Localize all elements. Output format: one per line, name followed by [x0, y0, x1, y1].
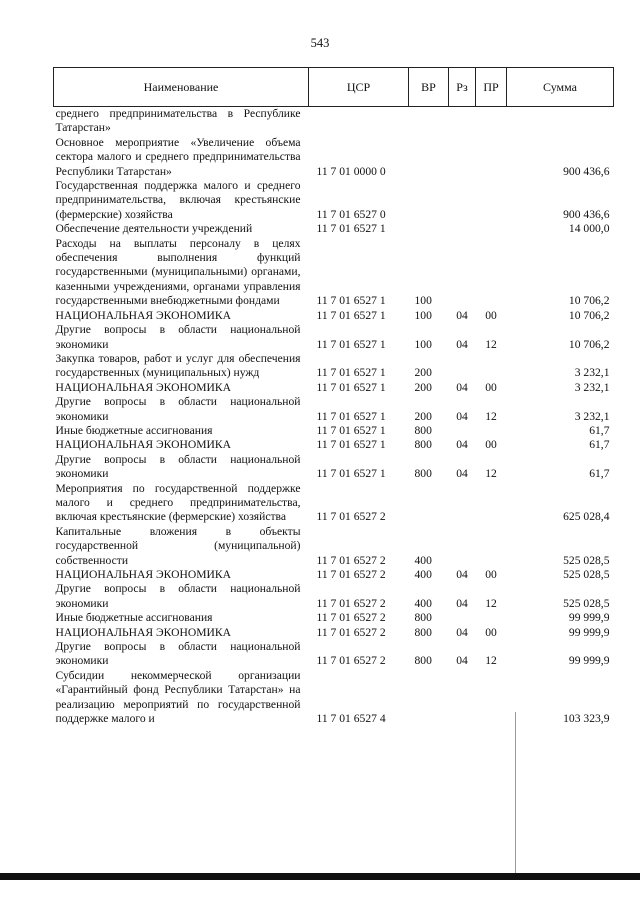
- cell-rz: [449, 482, 476, 525]
- cell-vr: [409, 179, 449, 222]
- cell-pr: [476, 352, 507, 381]
- cell-csr: 11 7 01 6527 1: [316, 423, 386, 437]
- cell-pr: 12: [485, 596, 497, 610]
- cell-csr: 11 7 01 6527 1: [316, 337, 386, 351]
- cell-name: Капитальные вложения в объекты государственной (муниципальной) собственности: [55, 524, 301, 567]
- table-row: [54, 381, 614, 395]
- cell-csr: 11 7 01 6527 1: [316, 409, 386, 423]
- cell-name: Обеспечение деятельности учреждений: [55, 222, 253, 236]
- cell-csr: 11 7 01 6527 1: [316, 438, 386, 452]
- cell-vr: 400: [414, 568, 432, 581]
- cell-name: Основное мероприятие «Увеличение объема сектора малого и среднего предпринимательства Республики Татарстан»: [55, 135, 301, 178]
- cell-name: НАЦИОНАЛЬНАЯ ЭКОНОМИКА: [55, 308, 232, 322]
- cell-pr: 00: [485, 380, 497, 394]
- cell-csr: 11 7 01 6527 1: [316, 366, 386, 380]
- cell-vr: [409, 669, 449, 727]
- scan-mark: [515, 712, 516, 877]
- cell-sum: 10 706,2: [568, 294, 610, 308]
- cell-pr: 12: [485, 337, 497, 351]
- cell-vr: 100: [414, 337, 432, 351]
- header-csr: ЦСР: [309, 68, 409, 107]
- cell-name: НАЦИОНАЛЬНАЯ ЭКОНОМИКА: [55, 380, 232, 394]
- cell-name: Мероприятия по государственной поддержке малого и среднего предпринимательства, включая крестьянские (фермерские) хозяйства: [55, 481, 301, 524]
- cell-sum: 99 999,9: [568, 611, 610, 625]
- table-row: [54, 640, 614, 669]
- cell-sum: 900 436,6: [563, 164, 610, 178]
- cell-vr: 200: [414, 380, 432, 394]
- cell-vr: 800: [414, 423, 432, 437]
- table-row: [54, 568, 614, 582]
- cell-pr: [476, 107, 507, 136]
- cell-sum: 900 436,6: [563, 207, 610, 221]
- cell-rz: 04: [456, 596, 468, 610]
- table-row: [54, 669, 614, 727]
- cell-sum: 103 323,9: [563, 712, 610, 726]
- cell-pr: 12: [485, 409, 497, 423]
- cell-rz: [449, 179, 476, 222]
- cell-name: среднего предпринимательства в Республике Татарстан»: [55, 107, 301, 135]
- cell-vr: 100: [414, 308, 432, 322]
- cell-rz: 04: [456, 409, 468, 423]
- cell-name: НАЦИОНАЛЬНАЯ ЭКОНОМИКА: [55, 625, 232, 639]
- cell-rz: [449, 611, 476, 625]
- cell-rz: 04: [456, 654, 468, 668]
- cell-name: Государственная поддержка малого и среднего предпринимательства, включая крестьянские (фермерские) хозяйства: [55, 179, 301, 221]
- cell-sum: 14 000,0: [568, 222, 610, 236]
- cell-vr: 200: [414, 366, 432, 380]
- cell-pr: 00: [485, 438, 497, 452]
- table-header-row: [54, 68, 614, 107]
- table-row: [54, 323, 614, 352]
- table-row: [54, 136, 614, 179]
- cell-sum: 525 028,5: [563, 553, 610, 567]
- cell-vr: 100: [414, 294, 432, 308]
- cell-csr: 11 7 01 6527 1: [316, 467, 386, 481]
- cell-vr: [409, 482, 449, 525]
- cell-vr: 800: [414, 654, 432, 668]
- cell-rz: [449, 352, 476, 381]
- table-row: [54, 179, 614, 222]
- table-row: [54, 582, 614, 611]
- cell-vr: 800: [414, 438, 432, 452]
- table-row: [54, 453, 614, 482]
- cell-name: Другие вопросы в области национальной экономики: [55, 452, 301, 481]
- cell-pr: [476, 611, 507, 625]
- cell-pr: 12: [485, 467, 497, 481]
- table-row: [54, 309, 614, 323]
- header-pr: ПР: [476, 68, 507, 107]
- cell-csr: 11 7 01 6527 1: [316, 294, 386, 308]
- cell-csr: [309, 107, 409, 136]
- cell-sum: [507, 107, 614, 136]
- cell-name: Иные бюджетные ассигнования: [55, 423, 213, 437]
- cell-vr: [409, 107, 449, 136]
- cell-csr: 11 7 01 6527 2: [316, 625, 386, 639]
- cell-sum: 99 999,9: [568, 654, 610, 668]
- table-row: [54, 482, 614, 525]
- cell-vr: [409, 136, 449, 179]
- cell-csr: 11 7 01 6527 4: [316, 712, 386, 726]
- cell-rz: [449, 107, 476, 136]
- cell-vr: 800: [414, 611, 432, 625]
- cell-sum: 99 999,9: [568, 625, 610, 639]
- cell-csr: 11 7 01 6527 2: [316, 654, 386, 668]
- table-row: [54, 107, 614, 136]
- budget-table-container: [53, 67, 613, 726]
- table-row: [54, 626, 614, 640]
- cell-rz: 04: [456, 337, 468, 351]
- table-row: [54, 438, 614, 452]
- table-row: [54, 237, 614, 309]
- table-row: [54, 424, 614, 438]
- cell-csr: 11 7 01 6527 2: [316, 568, 386, 581]
- cell-rz: 04: [456, 308, 468, 322]
- cell-pr: 00: [485, 308, 497, 322]
- cell-name: НАЦИОНАЛЬНАЯ ЭКОНОМИКА: [55, 568, 232, 581]
- cell-rz: [449, 136, 476, 179]
- cell-vr: [409, 222, 449, 236]
- cell-csr: 11 7 01 6527 2: [316, 611, 386, 625]
- cell-vr: 800: [414, 625, 432, 639]
- cell-rz: 04: [456, 467, 468, 481]
- cell-pr: 00: [485, 625, 497, 639]
- cell-name: Иные бюджетные ассигнования: [55, 611, 213, 625]
- cell-csr: 11 7 01 6527 2: [316, 553, 386, 567]
- cell-vr: 400: [414, 553, 432, 567]
- cell-name: НАЦИОНАЛЬНАЯ ЭКОНОМИКА: [55, 438, 232, 452]
- cell-pr: [476, 525, 507, 568]
- cell-sum: 3 232,1: [574, 380, 610, 394]
- cell-sum: 525 028,5: [563, 568, 610, 581]
- cell-sum: 3 232,1: [574, 366, 610, 380]
- cell-vr: 400: [414, 596, 432, 610]
- header-vr: ВР: [409, 68, 449, 107]
- table-row: [54, 525, 614, 568]
- cell-csr: 11 7 01 6527 1: [316, 380, 386, 394]
- cell-rz: [449, 424, 476, 438]
- cell-rz: [449, 525, 476, 568]
- header-rz: Рз: [449, 68, 476, 107]
- cell-csr: 11 7 01 6527 2: [316, 596, 386, 610]
- cell-rz: 04: [456, 380, 468, 394]
- cell-sum: 625 028,4: [563, 510, 610, 524]
- cell-pr: 12: [485, 654, 497, 668]
- cell-sum: 61,7: [589, 467, 610, 481]
- cell-name: Закупка товаров, работ и услуг для обеспечения государственных (муниципальных) нужд: [55, 351, 301, 380]
- budget-table: [53, 67, 614, 726]
- page-bottom-edge: [0, 873, 640, 880]
- cell-vr: 200: [414, 409, 432, 423]
- cell-sum: 61,7: [589, 438, 610, 452]
- cell-csr: 11 7 01 0000 0: [316, 164, 386, 178]
- cell-name: Расходы на выплаты персоналу в целях обеспечения выполнения функций государственными (муниципальными) органами, казенными учреждениями, органами управления государственными внебюджетными фондами: [55, 236, 301, 308]
- cell-name: Субсидии некоммерческой организации «Гарантийный фонд Республики Татарстан» на реализацию мероприятий по государственной поддержке малого и: [55, 668, 301, 726]
- cell-rz: 04: [456, 568, 468, 581]
- header-name: Наименование: [54, 68, 309, 107]
- cell-name: Другие вопросы в области национальной экономики: [55, 395, 301, 423]
- cell-pr: [476, 482, 507, 525]
- cell-pr: [476, 136, 507, 179]
- header-sum: Сумма: [507, 68, 614, 107]
- cell-rz: [449, 222, 476, 236]
- cell-vr: 800: [414, 467, 432, 481]
- table-row: [54, 222, 614, 236]
- cell-name: Другие вопросы в области национальной экономики: [55, 640, 301, 668]
- cell-pr: 00: [485, 568, 497, 581]
- cell-name: Другие вопросы в области национальной экономики: [55, 323, 301, 351]
- page-number: 543: [310, 36, 330, 50]
- table-row: [54, 611, 614, 625]
- cell-csr: 11 7 01 6527 1: [316, 308, 386, 322]
- cell-sum: 525 028,5: [563, 596, 610, 610]
- cell-name: Другие вопросы в области национальной экономики: [55, 582, 301, 610]
- cell-rz: [449, 237, 476, 309]
- cell-rz: 04: [456, 438, 468, 452]
- table-body: [54, 107, 614, 727]
- cell-pr: [476, 222, 507, 236]
- cell-sum: 10 706,2: [568, 308, 610, 322]
- cell-pr: [476, 424, 507, 438]
- cell-pr: [476, 669, 507, 727]
- cell-csr: 11 7 01 6527 2: [316, 510, 386, 524]
- cell-rz: [449, 669, 476, 727]
- cell-sum: 3 232,1: [574, 409, 610, 423]
- table-row: [54, 395, 614, 424]
- cell-csr: 11 7 01 6527 0: [316, 207, 386, 221]
- cell-rz: 04: [456, 625, 468, 639]
- cell-csr: 11 7 01 6527 1: [316, 222, 386, 236]
- cell-pr: [476, 237, 507, 309]
- cell-sum: 61,7: [589, 423, 610, 437]
- cell-sum: 10 706,2: [568, 337, 610, 351]
- cell-pr: [476, 179, 507, 222]
- table-row: [54, 352, 614, 381]
